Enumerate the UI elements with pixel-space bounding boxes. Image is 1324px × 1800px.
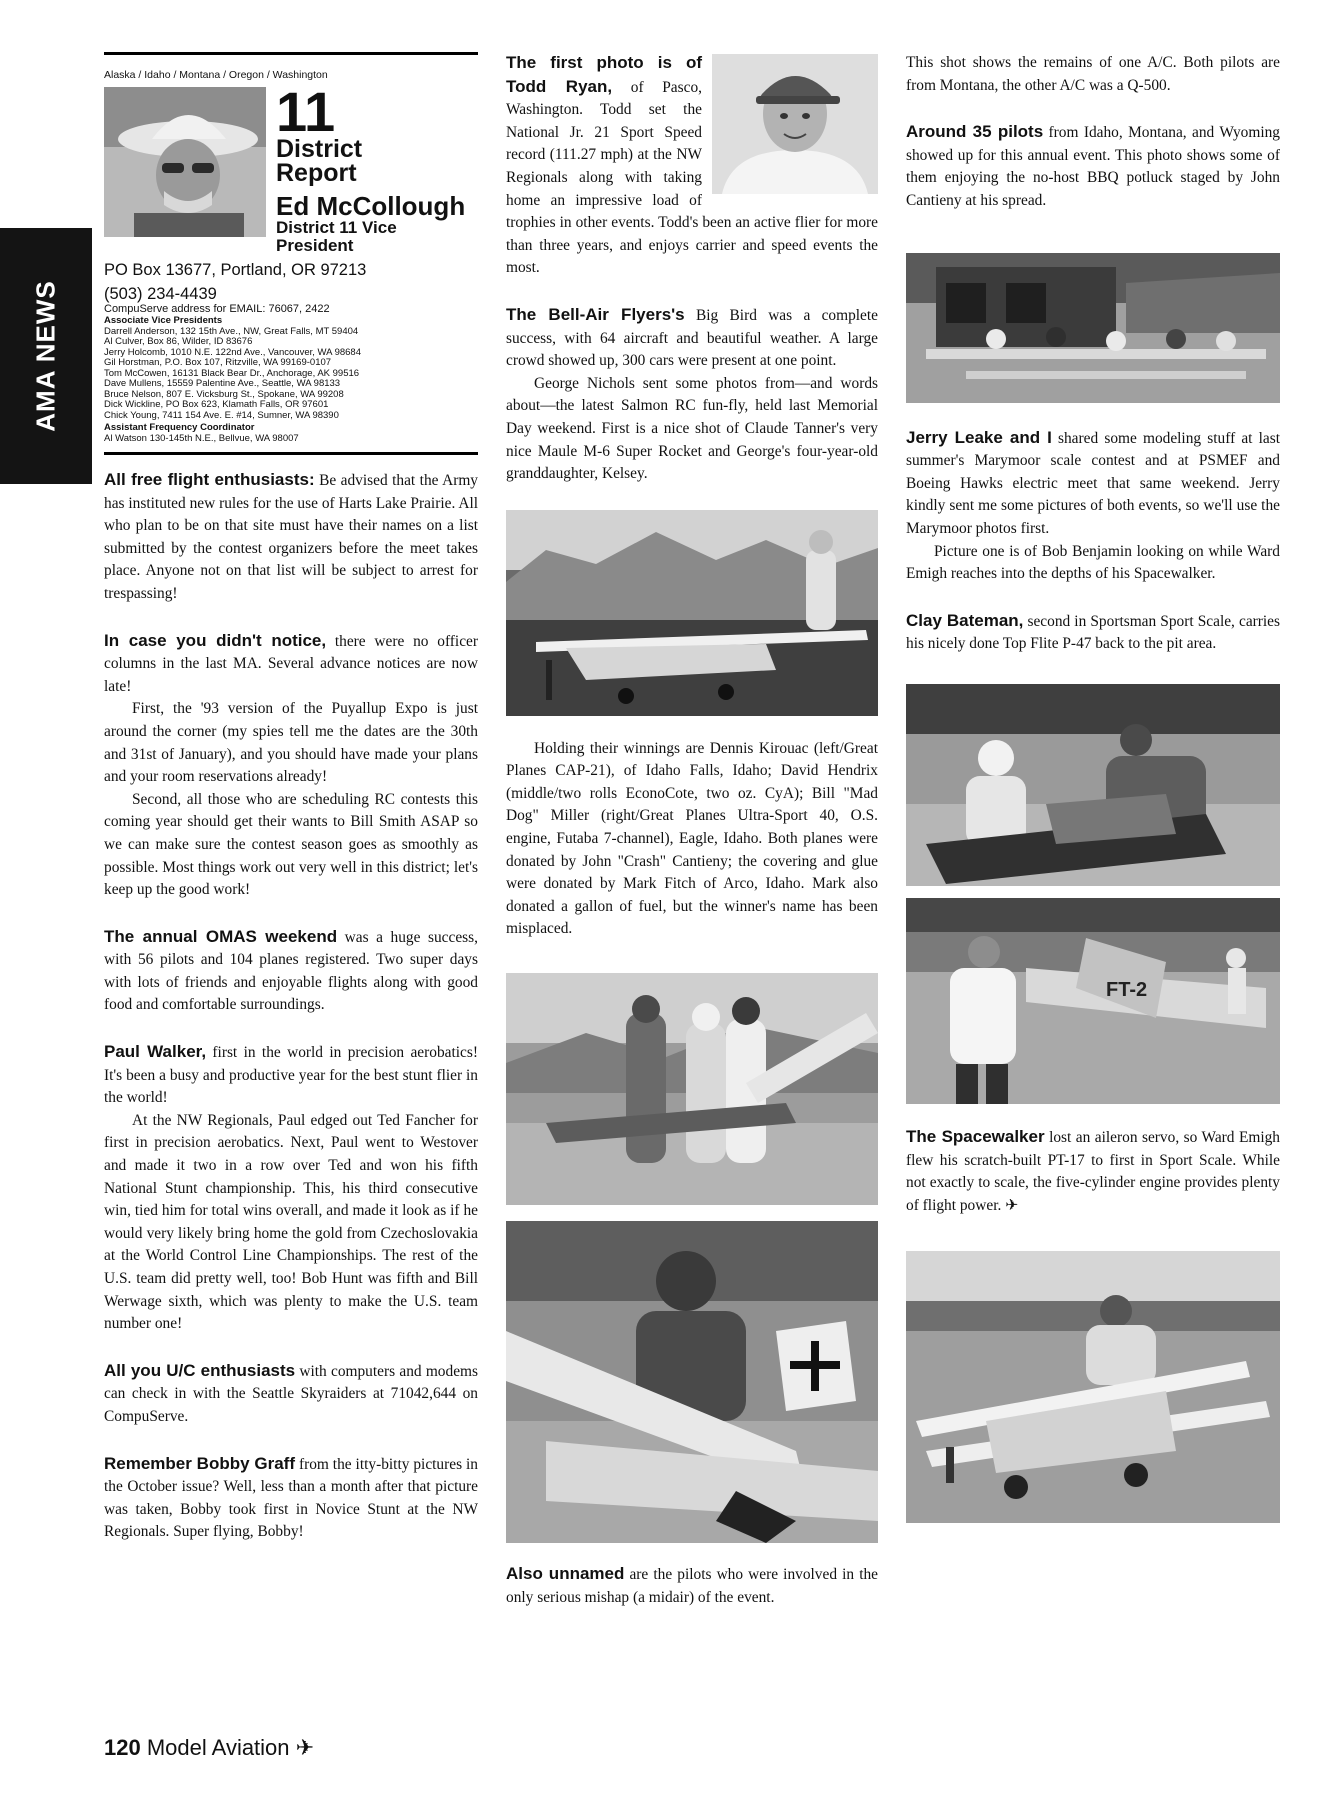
- district-label: District: [276, 135, 363, 163]
- paragraph-didnt-notice: In case you didn't notice, there were no officer columns in the last MA. Several advance notices are now late!: [104, 630, 478, 695]
- photo-midair-pilots: [506, 1221, 878, 1543]
- avp-entry: Chick Young, 7411 154 Ave. E. #14, Sumner, WA 98390: [104, 409, 339, 421]
- vp-title: District 11 Vice: [276, 218, 397, 237]
- vp-title-2: President: [276, 236, 354, 255]
- avp-entry: Dick Wickline, PO Box 623, Klamath Falls, OR 97601: [104, 399, 329, 410]
- photo-maule-kelsey: [506, 510, 878, 716]
- paragraph-spacewalker: The Spacewalker lost an aileron servo, so Ward Emigh flew his scratch-built PT-17 to first in Sport Scale. While not exactly to scale, the five-cylinder engine provides plenty of flight power. ✈: [906, 1126, 1280, 1214]
- footer-plane-mark: ✈: [295, 1735, 315, 1760]
- vp-phone: (503) 234-4439: [104, 285, 217, 303]
- page-footer: [104, 1735, 314, 1761]
- afc-entry: Al Watson 130-145th N.E., Bellvue, WA 98007: [104, 432, 299, 444]
- avp-entry: Bruce Nelson, 807 E. Vicksburg St., Spokane, WA 99208: [104, 388, 344, 400]
- magazine-name: Model Aviation: [146, 1735, 290, 1760]
- photo-pt17-biplane: [906, 1251, 1280, 1523]
- paragraph-remains: This shot shows the remains of one A/C. Both pilots are from Montana, the other A/C was a Q-500.: [906, 54, 1280, 94]
- avp-entry: Gil Horstman, P.O. Box 107, Ritzville, WA 99169-0107: [104, 357, 332, 368]
- paragraph-clay-bateman: Clay Bateman, second in Sportsman Sport Scale, carries his nicely done Top Flite P-47 back to the pit area.: [906, 610, 1280, 653]
- plane-marking: FT-2: [1106, 978, 1148, 1001]
- paragraph-omas: The annual OMAS weekend was a huge success, with 56 pilots and 104 planes registered. Two super days with lots of friends and enjoyable flights along with good food and comfortable surroundings.: [104, 926, 478, 1014]
- side-tab-label: AMA NEWS: [30, 280, 61, 432]
- paragraph-nw-regionals: At the NW Regionals, Paul edged out Ted Fancher for first in precision aerobatics. Next, Paul went to Westover and made it two in a row over Ted and won his fifth National Stunt championship. This, his third consecutive win, tied him for total wins overall, and made it look as if he would very likely bring home the gold from Czechoslovakia at the World Control Line Championships. The rest of the U.S. team did pretty well, too! Bob Hunt was fifth and Bill Werwage sixth, which was plenty to make the U.S. team number one!: [104, 1111, 478, 1333]
- paragraph-uc: All you U/C enthusiasts with computers and modems can check in with the Seattle Skyraiders at 71042,644 on CompuServe.: [104, 1360, 478, 1425]
- column-3: [906, 52, 1280, 1523]
- end-of-article-mark: ✈: [1005, 1196, 1019, 1214]
- paragraph-jerry-leake: Jerry Leake and I shared some modeling stuff at last summer's Marymoor scale contest and at PSMEF and Boeing Hawks electric meet that same weekend. Jerry kindly sent me some pictures of both events, so we'll use the Marymoor photos first.: [906, 427, 1280, 537]
- district-header-box: [104, 52, 478, 455]
- caption-also-unnamed: Also unnamed are the pilots who were involved in the only serious mishap (a midair) of the event.: [506, 1564, 878, 1606]
- paragraph-picture-one: Picture one is of Bob Benjamin looking on while Ward Emigh reaches into the depths of his Spacewalker.: [906, 542, 1280, 583]
- paragraph-paul-walker: Paul Walker, first in the world in precision aerobatics! It's been a busy and productive year for the best stunt flier in the world!: [104, 1042, 478, 1107]
- vp-name: Ed McCollough: [276, 191, 466, 221]
- photo-todd-ryan: [712, 54, 878, 194]
- avp-entry: Darrell Anderson, 132 15th Ave., NW, Great Falls, MT 59404: [104, 325, 359, 337]
- photo-bbq-potluck: [906, 253, 1280, 403]
- paragraph-todd-ryan: The first photo is of Todd Ryan, of Pasco, Washington. Todd set the National Jr. 21 Sport Speed record (111.27 mph) at the NW Regionals along with taking home an impressive load of trophies in other events. Todd's been an active flier for more than three years, and enjoys carrier and speed events the most.: [506, 53, 878, 277]
- avp-entry: Jerry Holcomb, 1010 N.E. 122nd Ave., Vancouver, WA 98684: [104, 346, 362, 358]
- photo-winners: [506, 973, 878, 1205]
- side-section-tab: [0, 228, 92, 484]
- compuserve-address: CompuServe address for EMAIL: 76067, 2422: [104, 303, 330, 315]
- photo-p47-clay-bateman: [906, 898, 1280, 1104]
- avp-entry: Dave Mullens, 15559 Palentine Ave., Seattle, WA 98133: [104, 378, 341, 389]
- paragraph-35-pilots: Around 35 pilots from Idaho, Montana, and Wyoming showed up for this annual event. This photo shows some of them enjoying the no-host BBQ potluck staged by John Cantieny at his spread.: [906, 122, 1280, 209]
- photo-spacewalker-servo: [906, 684, 1280, 886]
- avp-entry: Al Culver, Box 86, Wilder, ID 83676: [104, 336, 253, 347]
- column-1: [104, 52, 478, 1544]
- states-line: Alaska / Idaho / Montana / Oregon / Washington: [104, 69, 328, 81]
- paragraph-free-flight: All free flight enthusiasts: Be advised that the Army has instituted new rules for the use of Harts Lake Prairie. All who plan to be on that site must have their names on a list submitted by the contest organizers before the meet takes place. Anyone not on that list will be subject to arrest for trespassing!: [104, 470, 478, 602]
- avp-heading: Associate Vice Presidents: [104, 315, 223, 326]
- page-number: 120: [104, 1735, 141, 1760]
- paragraph-salmon-rc: George Nichols sent some photos from—and words about—the latest Salmon RC fun-fly, held last Memorial Day weekend. First is a nice shot of Claude Tanner's very nice Maule M-6 Super Rocket and George's four-year-old granddaughter, Kelsey.: [506, 374, 878, 483]
- paragraph-bobby-graff: Remember Bobby Graff from the itty-bitty pictures in the October issue? Well, less than a month after that picture was taken, Bobby took first in Novice Stunt at the NW Regionals. Super flying, Bobby!: [104, 1453, 478, 1541]
- afc-heading: Assistant Frequency Coordinator: [104, 422, 255, 433]
- avp-entry: Tom McCowen, 16131 Black Bear Dr., Anchorage, AK 99516: [104, 367, 360, 379]
- paragraph-bell-air: The Bell-Air Flyers's Big Bird was a complete success, with 64 aircraft and beautiful weather. A large crowd showed up, 300 cars were present at one point.: [506, 304, 878, 370]
- paragraph-puyallup: First, the '93 version of the Puyallup Expo is just around the corner (my spies tell me the dates are the 30th and 31st of January), and you should have made your plans and your room reservations already!: [104, 700, 478, 786]
- vp-address: PO Box 13677, Portland, OR 97213: [104, 261, 367, 279]
- paragraph-winnings: Holding their winnings are Dennis Kirouac (left/Great Planes CAP-21), of Idaho Falls, Idaho; David Hendrix (middle/two rolls EconoCote, two oz. CyA); Bill "Mad Dog" Miller (right/Great Planes Ultra-Sport 40, O.S. engine, Futaba 7-channel), Eagle, Idaho. Both planes were donated by John "Crash" Cantieny; the covering and glue were donated by Mark Fitch of Arco, Idaho. Mark also donated a gallon of fuel, but the winner's name has been misplaced.: [506, 739, 878, 938]
- report-label: Report: [276, 159, 357, 187]
- paragraph-scheduling: Second, all those who are scheduling RC contests this coming year should get their wants to Bill Smith ASAP so we can make sure the contest season goes as smoothly as possible. Most things work out very well in this district; let's keep up the good work!: [104, 790, 478, 899]
- district-number: 11: [276, 80, 336, 143]
- column-2: [506, 52, 878, 1609]
- vp-portrait-photo: [104, 87, 266, 237]
